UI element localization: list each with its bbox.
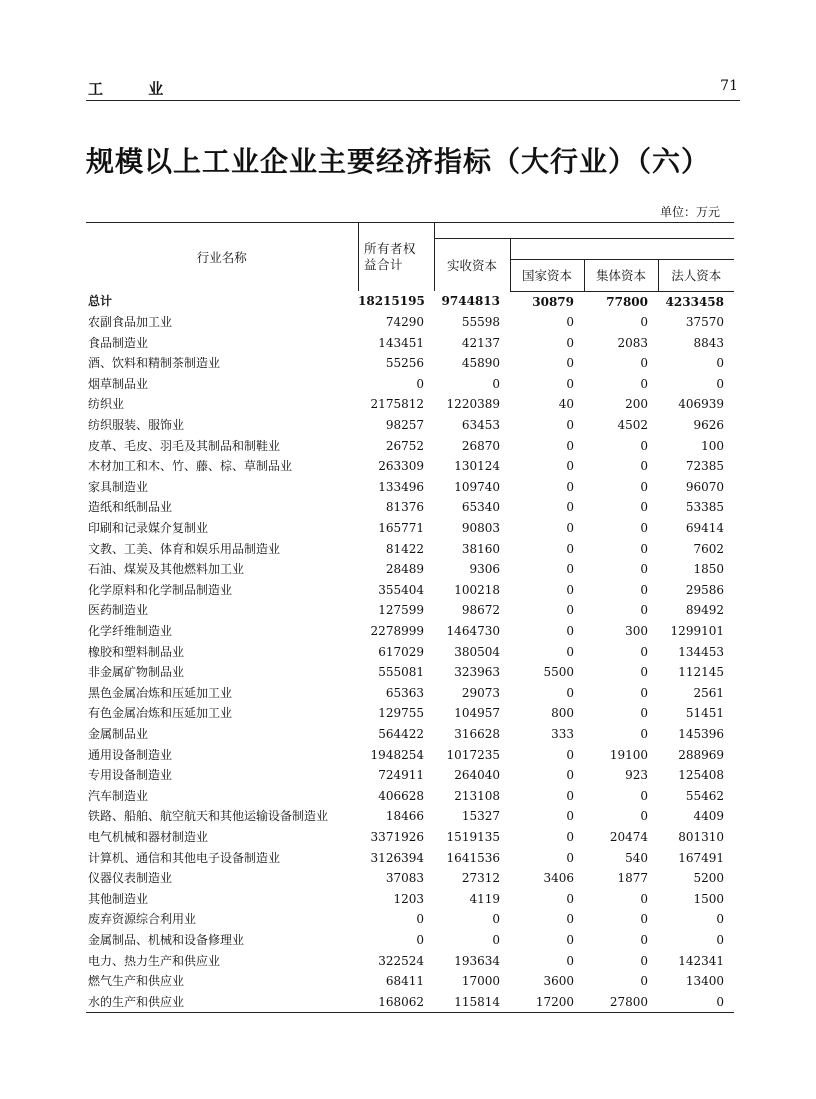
cell-state: 0 xyxy=(566,562,574,577)
industry-name: 纺织业 xyxy=(88,397,125,412)
cell-collective: 0 xyxy=(640,521,648,536)
cell-state: 0 xyxy=(566,912,574,927)
cell-legal: 134453 xyxy=(678,644,724,659)
table-row xyxy=(86,497,734,518)
cell-paid-in: 1641536 xyxy=(446,850,500,865)
cell-equity: 2278999 xyxy=(370,624,424,638)
cell-equity: 1948254 xyxy=(370,747,424,762)
cell-collective: 0 xyxy=(640,809,648,824)
cell-legal: 7602 xyxy=(693,541,724,556)
cell-equity: 98257 xyxy=(385,418,424,433)
cell-collective: 0 xyxy=(640,953,648,968)
cell-state: 0 xyxy=(566,500,574,515)
cell-paid-in: 55598 xyxy=(461,315,500,330)
table-row xyxy=(86,436,734,457)
cell-state: 0 xyxy=(566,932,574,947)
cell-state: 5500 xyxy=(543,665,574,680)
cell-state: 0 xyxy=(566,603,574,618)
cell-legal: 125408 xyxy=(678,768,724,783)
industry-name: 农副食品加工业 xyxy=(88,315,173,330)
cell-collective: 4502 xyxy=(617,418,648,433)
cell-paid-in: 27312 xyxy=(461,871,500,886)
cell-paid-in: 130124 xyxy=(454,459,500,474)
table-row xyxy=(86,683,734,704)
table-row xyxy=(86,353,734,374)
cell-collective: 27800 xyxy=(584,992,658,1013)
cell-equity: 2175812 xyxy=(370,397,424,412)
cell-paid-in: 380504 xyxy=(454,644,500,659)
table-row xyxy=(86,992,734,1013)
cell-collective: 0 xyxy=(640,582,648,597)
cell-equity: 0 xyxy=(416,932,424,947)
industry-name: 水的生产和供应业 xyxy=(86,992,358,1013)
header-blank-top xyxy=(434,223,734,239)
cell-equity: 406628 xyxy=(378,788,424,803)
cell-collective: 0 xyxy=(640,932,648,947)
cell-equity: 3126394 xyxy=(370,850,424,865)
cell-paid-in: 1464730 xyxy=(446,624,500,638)
unit-label: 单位：万元 xyxy=(659,205,720,219)
cell-legal: 1850 xyxy=(693,562,724,577)
cell-paid-in: 213108 xyxy=(454,788,500,803)
cell-collective: 300 xyxy=(625,624,648,638)
cell-legal: 4409 xyxy=(693,809,724,824)
table-row xyxy=(86,621,734,642)
table-row xyxy=(86,394,734,415)
cell-collective: 0 xyxy=(640,356,648,371)
cell-legal: 13400 xyxy=(685,974,724,989)
cell-collective: 1877 xyxy=(617,871,648,886)
industry-name: 烟草制品业 xyxy=(88,376,149,391)
cell-paid-in: 65340 xyxy=(461,500,500,515)
cell-paid-in: 9306 xyxy=(469,562,500,577)
cell-paid-in: 193634 xyxy=(454,953,500,968)
industry-name: 计算机、通信和其他电子设备制造业 xyxy=(88,850,281,865)
cell-paid-in: 1220389 xyxy=(446,397,500,412)
table-row xyxy=(86,662,734,683)
cell-collective: 0 xyxy=(640,644,648,659)
cell-paid-in: 4119 xyxy=(469,891,500,906)
table-row xyxy=(86,724,734,745)
cell-paid-in: 109740 xyxy=(454,479,500,494)
industry-name: 酒、饮料和精制茶制造业 xyxy=(88,356,221,371)
cell-state: 0 xyxy=(566,644,574,659)
cell-legal: 112145 xyxy=(678,665,724,680)
header-state: 国家资本 xyxy=(510,259,584,291)
cell-paid-in: 29073 xyxy=(461,685,500,700)
cell-collective: 0 xyxy=(640,974,648,989)
table-row xyxy=(86,765,734,786)
cell-legal: 0 xyxy=(716,376,724,391)
cell-legal: 4233458 xyxy=(665,294,724,309)
industry-name: 仪器仪表制造业 xyxy=(88,871,173,886)
table-row xyxy=(86,374,734,395)
table-row xyxy=(86,333,734,354)
cell-legal: 69414 xyxy=(685,521,724,536)
cell-legal: 1500 xyxy=(693,891,724,906)
table-row xyxy=(86,291,734,312)
header-equity xyxy=(358,223,434,292)
cell-state: 0 xyxy=(566,829,574,844)
cell-paid-in: 90803 xyxy=(461,521,500,536)
cell-state: 0 xyxy=(566,479,574,494)
cell-equity: 168062 xyxy=(358,992,434,1013)
cell-paid-in: 1519135 xyxy=(446,829,500,844)
page-number: 71 xyxy=(720,78,738,94)
industry-name: 有色金属冶炼和压延加工业 xyxy=(88,706,233,721)
industry-name: 食品制造业 xyxy=(88,335,149,350)
cell-equity: 26752 xyxy=(385,438,424,453)
cell-state: 0 xyxy=(566,376,574,391)
cell-state: 3600 xyxy=(543,974,574,989)
table-row xyxy=(86,312,734,333)
cell-equity: 81422 xyxy=(385,541,424,556)
header-paid-in: 实收资本 xyxy=(434,239,510,292)
table-row xyxy=(86,868,734,889)
cell-equity: 18466 xyxy=(385,809,424,824)
industry-name: 其他制造业 xyxy=(88,891,149,906)
cell-state: 0 xyxy=(566,768,574,783)
industry-name: 金属制品业 xyxy=(88,726,149,741)
header-industry: 行业名称 xyxy=(86,223,358,292)
cell-state: 30879 xyxy=(532,294,574,309)
cell-legal: 100 xyxy=(701,438,724,453)
cell-state: 0 xyxy=(566,747,574,762)
cell-equity: 322524 xyxy=(378,953,424,968)
industry-name: 黑色金属冶炼和压延加工业 xyxy=(88,685,233,700)
cell-state: 0 xyxy=(566,356,574,371)
cell-state: 17200 xyxy=(510,992,584,1013)
cell-equity: 65363 xyxy=(385,685,424,700)
cell-equity: 3371926 xyxy=(370,829,424,844)
cell-legal: 51451 xyxy=(685,706,724,721)
cell-equity: 127599 xyxy=(378,603,424,618)
cell-collective: 0 xyxy=(640,685,648,700)
cell-equity: 724911 xyxy=(378,768,424,783)
cell-legal: 406939 xyxy=(678,397,724,412)
section-name: 工 业 xyxy=(88,80,184,98)
cell-collective: 0 xyxy=(640,788,648,803)
running-header xyxy=(86,78,740,101)
cell-collective: 200 xyxy=(625,397,648,412)
cell-legal: 288969 xyxy=(678,747,724,762)
cell-legal: 96070 xyxy=(685,479,724,494)
cell-collective: 19100 xyxy=(609,747,648,762)
cell-state: 0 xyxy=(566,850,574,865)
industry-name: 造纸和纸制品业 xyxy=(88,500,173,515)
industry-name: 石油、煤炭及其他燃料加工业 xyxy=(88,562,245,577)
cell-state: 333 xyxy=(551,726,574,741)
cell-equity: 564422 xyxy=(378,726,424,741)
cell-collective: 2083 xyxy=(617,335,648,350)
table-row xyxy=(86,477,734,498)
cell-paid-in: 115814 xyxy=(434,992,510,1013)
cell-paid-in: 1017235 xyxy=(446,747,500,762)
industry-name: 皮革、毛皮、羽毛及其制品和制鞋业 xyxy=(88,438,281,453)
cell-legal: 0 xyxy=(716,356,724,371)
cell-collective: 0 xyxy=(640,665,648,680)
table-row xyxy=(86,539,734,560)
table-row xyxy=(86,909,734,930)
industry-name: 汽车制造业 xyxy=(88,788,149,803)
cell-legal: 89492 xyxy=(685,603,724,618)
cell-legal: 145396 xyxy=(678,726,724,741)
cell-state: 0 xyxy=(566,809,574,824)
cell-equity: 617029 xyxy=(378,644,424,659)
cell-state: 0 xyxy=(566,788,574,803)
cell-paid-in: 9744813 xyxy=(441,294,500,309)
cell-state: 0 xyxy=(566,315,574,330)
cell-equity: 74290 xyxy=(385,315,424,330)
industry-name: 废弃资源综合利用业 xyxy=(88,912,197,927)
cell-paid-in: 264040 xyxy=(454,768,500,783)
industry-name: 总计 xyxy=(88,294,113,309)
cell-legal: 37570 xyxy=(685,315,724,330)
cell-equity: 129755 xyxy=(378,706,424,721)
cell-equity: 143451 xyxy=(378,335,424,350)
cell-equity: 263309 xyxy=(378,459,424,474)
table-row xyxy=(86,559,734,580)
cell-legal: 167491 xyxy=(678,850,724,865)
cell-state: 0 xyxy=(566,418,574,433)
table-row xyxy=(86,745,734,766)
table-row xyxy=(86,518,734,539)
cell-collective: 77800 xyxy=(606,294,648,309)
table-row xyxy=(86,703,734,724)
cell-state: 0 xyxy=(566,541,574,556)
cell-legal: 9626 xyxy=(693,418,724,433)
cell-paid-in: 98672 xyxy=(461,603,500,618)
cell-paid-in: 45890 xyxy=(461,356,500,371)
industry-name: 化学纤维制造业 xyxy=(88,624,173,638)
industry-name: 电力、热力生产和供应业 xyxy=(88,953,221,968)
cell-paid-in: 26870 xyxy=(461,438,500,453)
cell-collective: 540 xyxy=(625,850,648,865)
table-row xyxy=(86,415,734,436)
industry-name: 文教、工美、体育和娱乐用品制造业 xyxy=(88,541,281,556)
cell-equity: 355404 xyxy=(378,582,424,597)
cell-equity: 555081 xyxy=(378,665,424,680)
cell-legal: 0 xyxy=(716,932,724,947)
cell-collective: 0 xyxy=(640,459,648,474)
page-title: 规模以上工业企业主要经济指标（大行业）（六） xyxy=(86,145,711,178)
cell-state: 0 xyxy=(566,624,574,638)
industry-name: 纺织服装、服饰业 xyxy=(88,418,185,433)
cell-collective: 0 xyxy=(640,726,648,741)
cell-state: 3406 xyxy=(543,871,574,886)
header-equity-text: 所有者权益合计 xyxy=(364,240,417,272)
cell-collective: 20474 xyxy=(609,829,648,844)
industry-name: 医药制造业 xyxy=(88,603,149,618)
table-row xyxy=(86,580,734,601)
table-row xyxy=(86,642,734,663)
table-row xyxy=(86,827,734,848)
cell-collective: 923 xyxy=(625,768,648,783)
cell-equity: 165771 xyxy=(378,521,424,536)
cell-legal: 55462 xyxy=(685,788,724,803)
industry-name: 非金属矿物制品业 xyxy=(88,665,185,680)
cell-legal: 0 xyxy=(716,912,724,927)
cell-equity: 0 xyxy=(416,376,424,391)
cell-equity: 28489 xyxy=(385,562,424,577)
table-row xyxy=(86,930,734,951)
cell-collective: 0 xyxy=(640,706,648,721)
economic-indicators-table xyxy=(86,222,734,1013)
cell-state: 0 xyxy=(566,953,574,968)
cell-paid-in: 104957 xyxy=(454,706,500,721)
industry-name: 化学原料和化学制品制造业 xyxy=(88,582,233,597)
cell-equity: 133496 xyxy=(378,479,424,494)
table-row xyxy=(86,600,734,621)
cell-legal: 801310 xyxy=(678,829,724,844)
cell-collective: 0 xyxy=(640,500,648,515)
cell-equity: 81376 xyxy=(385,500,424,515)
cell-legal: 72385 xyxy=(685,459,724,474)
cell-collective: 0 xyxy=(640,603,648,618)
cell-legal: 1299101 xyxy=(670,624,724,638)
cell-state: 0 xyxy=(566,521,574,536)
cell-collective: 0 xyxy=(640,376,648,391)
cell-state: 0 xyxy=(566,335,574,350)
table-row xyxy=(86,971,734,992)
cell-paid-in: 17000 xyxy=(461,974,500,989)
industry-name: 家具制造业 xyxy=(88,479,149,494)
cell-paid-in: 15327 xyxy=(461,809,500,824)
cell-equity: 68411 xyxy=(385,974,424,989)
header-collective: 集体资本 xyxy=(584,259,658,291)
industry-name: 燃气生产和供应业 xyxy=(88,974,185,989)
industry-name: 通用设备制造业 xyxy=(88,747,173,762)
cell-collective: 0 xyxy=(640,541,648,556)
header-blank-sub xyxy=(510,239,734,260)
cell-equity: 18215195 xyxy=(358,294,425,309)
cell-paid-in: 42137 xyxy=(461,335,500,350)
cell-state: 0 xyxy=(566,459,574,474)
cell-legal: 2561 xyxy=(693,685,724,700)
cell-paid-in: 38160 xyxy=(461,541,500,556)
industry-name: 专用设备制造业 xyxy=(88,768,173,783)
industry-name: 金属制品、机械和设备修理业 xyxy=(88,932,245,947)
header-legal: 法人资本 xyxy=(658,259,734,291)
cell-collective: 0 xyxy=(640,315,648,330)
table-row xyxy=(86,889,734,910)
table-body xyxy=(86,291,734,1013)
cell-equity: 0 xyxy=(416,912,424,927)
cell-legal: 53385 xyxy=(685,500,724,515)
cell-paid-in: 0 xyxy=(492,912,500,927)
cell-equity: 1203 xyxy=(393,891,424,906)
cell-state: 0 xyxy=(566,438,574,453)
table-row xyxy=(86,951,734,972)
cell-legal: 29586 xyxy=(685,582,724,597)
cell-legal: 142341 xyxy=(678,953,724,968)
table-row xyxy=(86,806,734,827)
cell-equity: 55256 xyxy=(385,356,424,371)
cell-equity: 37083 xyxy=(385,871,424,886)
cell-paid-in: 100218 xyxy=(454,582,500,597)
industry-name: 电气机械和器材制造业 xyxy=(88,829,209,844)
industry-name: 橡胶和塑料制品业 xyxy=(88,644,185,659)
cell-collective: 0 xyxy=(640,912,648,927)
cell-paid-in: 63453 xyxy=(461,418,500,433)
cell-state: 800 xyxy=(551,706,574,721)
cell-collective: 0 xyxy=(640,438,648,453)
cell-paid-in: 0 xyxy=(492,932,500,947)
table-row xyxy=(86,456,734,477)
cell-collective: 0 xyxy=(640,562,648,577)
cell-collective: 0 xyxy=(640,479,648,494)
industry-name: 印刷和记录媒介复制业 xyxy=(88,521,209,536)
table-row xyxy=(86,786,734,807)
cell-state: 0 xyxy=(566,582,574,597)
cell-state: 0 xyxy=(566,685,574,700)
cell-collective: 0 xyxy=(640,891,648,906)
cell-paid-in: 0 xyxy=(492,376,500,391)
industry-name: 木材加工和木、竹、藤、棕、草制品业 xyxy=(88,459,293,474)
cell-paid-in: 323963 xyxy=(454,665,500,680)
cell-legal: 0 xyxy=(658,992,734,1013)
cell-state: 0 xyxy=(566,891,574,906)
industry-name: 铁路、船舶、航空航天和其他运输设备制造业 xyxy=(88,809,329,824)
cell-legal: 5200 xyxy=(693,871,724,886)
cell-legal: 8843 xyxy=(693,335,724,350)
cell-paid-in: 316628 xyxy=(454,726,500,741)
cell-state: 40 xyxy=(558,397,574,412)
table-row xyxy=(86,848,734,869)
